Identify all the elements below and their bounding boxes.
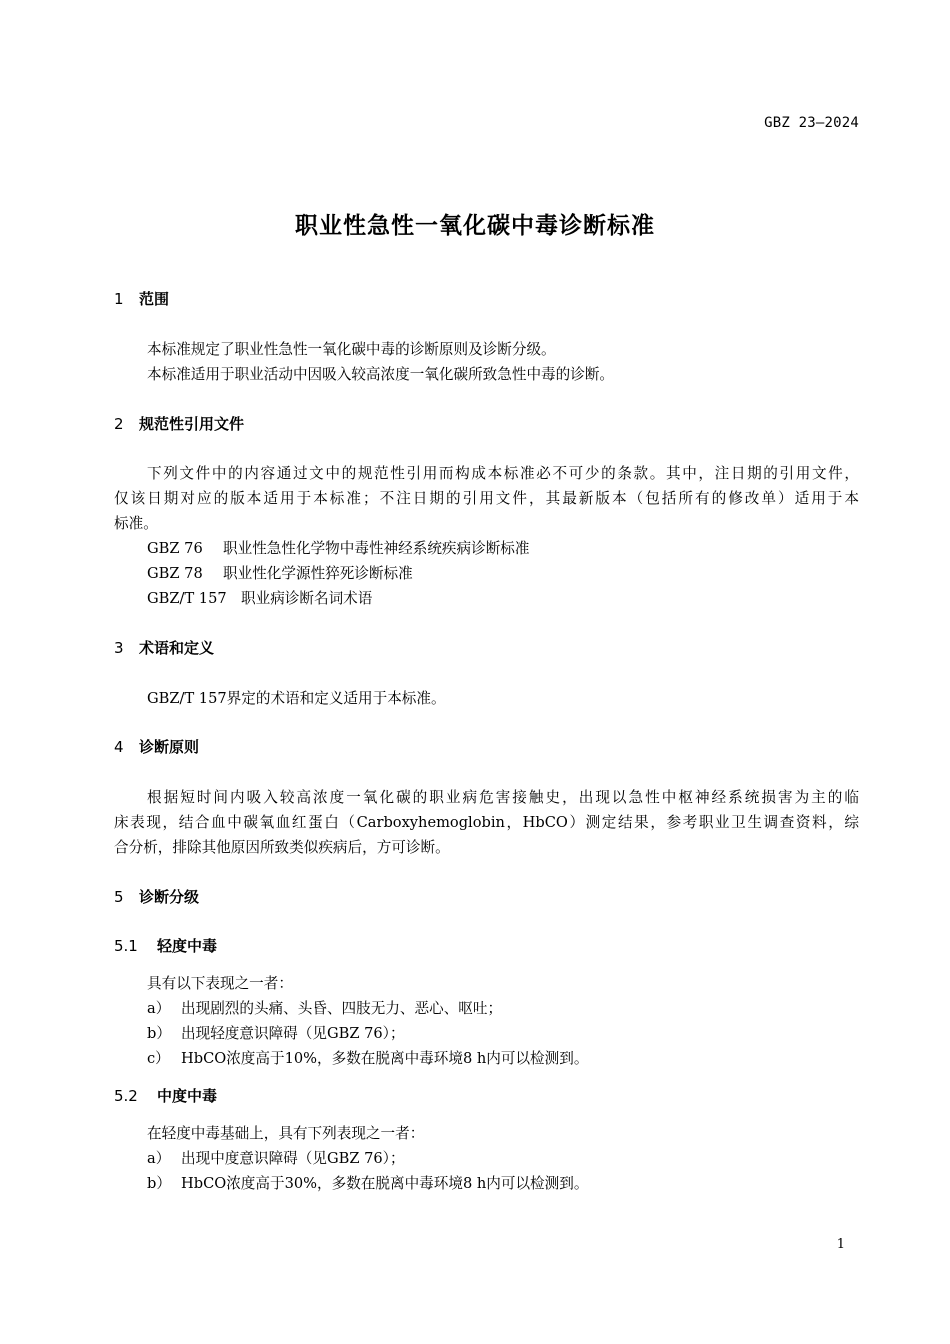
list-text: HbCO浓度高于10%，多数在脱离中毒环境8 h内可以检测到。 [181, 1050, 589, 1067]
list-item [147, 1047, 588, 1068]
subsection-number: 5.1 [114, 937, 138, 955]
section-number: 1 [114, 290, 124, 308]
reference-name: 职业病诊断名词术语 [241, 590, 373, 607]
document-title: 职业性急性一氧化碳中毒诊断标准 [295, 213, 655, 239]
list-marker: b） [147, 1175, 171, 1192]
section-1-heading [114, 288, 169, 309]
reference-name: 职业性化学源性猝死诊断标准 [223, 565, 413, 582]
section-title: 诊断原则 [139, 738, 200, 756]
paragraph: 本标准适用于职业活动中因吸入较高浓度一氧化碳所致急性中毒的诊断。 [147, 366, 615, 383]
section-title: 术语和定义 [139, 639, 215, 657]
list-text: 出现剧烈的头痛、头昏、四肢无力、恶心、呕吐； [181, 1000, 503, 1017]
list-marker: c） [147, 1050, 170, 1067]
subsection-number: 5.2 [114, 1087, 138, 1105]
section-5-heading [114, 886, 199, 907]
page-number: 1 [836, 1237, 845, 1252]
list-marker: a） [147, 1000, 171, 1017]
section-title: 范围 [139, 290, 170, 308]
section-3-heading [114, 637, 214, 658]
section-title: 诊断分级 [139, 888, 200, 906]
paragraph-line: 下列文件中的内容通过文中的规范性引用而构成本标准必不可少的条款。其中，注日期的引用文件， [147, 465, 859, 482]
reference-item [147, 562, 413, 583]
subsection-5-1-heading [114, 935, 217, 956]
list-marker: a） [147, 1150, 171, 1167]
paragraph: 在轻度中毒基础上，具有下列表现之一者： [147, 1125, 425, 1142]
list-marker: b） [147, 1025, 171, 1042]
paragraph-line: 床表现，结合血中碳氧血红蛋白（Carboxyhemoglobin，HbCO）测定结果，参考职业卫生调查资料，综 [114, 814, 859, 831]
reference-code: GBZ 78 [147, 565, 203, 582]
subsection-title: 轻度中毒 [157, 937, 218, 955]
list-text: 出现中度意识障碍（见GBZ 76）； [181, 1150, 405, 1167]
list-item [147, 997, 502, 1018]
list-item [147, 1172, 588, 1193]
reference-item [147, 537, 529, 558]
section-number: 3 [114, 639, 124, 657]
section-4-heading [114, 736, 199, 757]
reference-code: GBZ 76 [147, 540, 203, 557]
list-item [147, 1022, 405, 1043]
paragraph: 具有以下表现之一者： [147, 975, 293, 992]
list-item [147, 1147, 405, 1168]
list-text: 出现轻度意识障碍（见GBZ 76）； [181, 1025, 405, 1042]
paragraph-line: 仅该日期对应的版本适用于本标准；不注日期的引用文件，其最新版本（包括所有的修改单）适用于本 [114, 490, 859, 507]
paragraph-line: 根据短时间内吸入较高浓度一氧化碳的职业病危害接触史，出现以急性中枢神经系统损害为主的临 [147, 789, 859, 806]
paragraph: 本标准规定了职业性急性一氧化碳中毒的诊断原则及诊断分级。 [147, 341, 556, 358]
reference-code: GBZ/T 157 [147, 590, 227, 607]
list-text: HbCO浓度高于30%，多数在脱离中毒环境8 h内可以检测到。 [181, 1175, 589, 1192]
subsection-5-2-heading [114, 1085, 217, 1106]
section-number: 2 [114, 415, 124, 433]
section-title: 规范性引用文件 [139, 415, 245, 433]
subsection-title: 中度中毒 [157, 1087, 218, 1105]
paragraph: GBZ/T 157界定的术语和定义适用于本标准。 [147, 690, 446, 707]
reference-item [147, 587, 372, 608]
section-number: 5 [114, 888, 124, 906]
standard-code-header: GBZ 23—2024 [764, 115, 859, 131]
reference-name: 职业性急性化学物中毒性神经系统疾病诊断标准 [223, 540, 530, 557]
paragraph-line: 标准。 [114, 515, 158, 532]
section-number: 4 [114, 738, 124, 756]
section-2-heading [114, 413, 244, 434]
paragraph-line: 合分析，排除其他原因所致类似疾病后，方可诊断。 [114, 839, 450, 856]
